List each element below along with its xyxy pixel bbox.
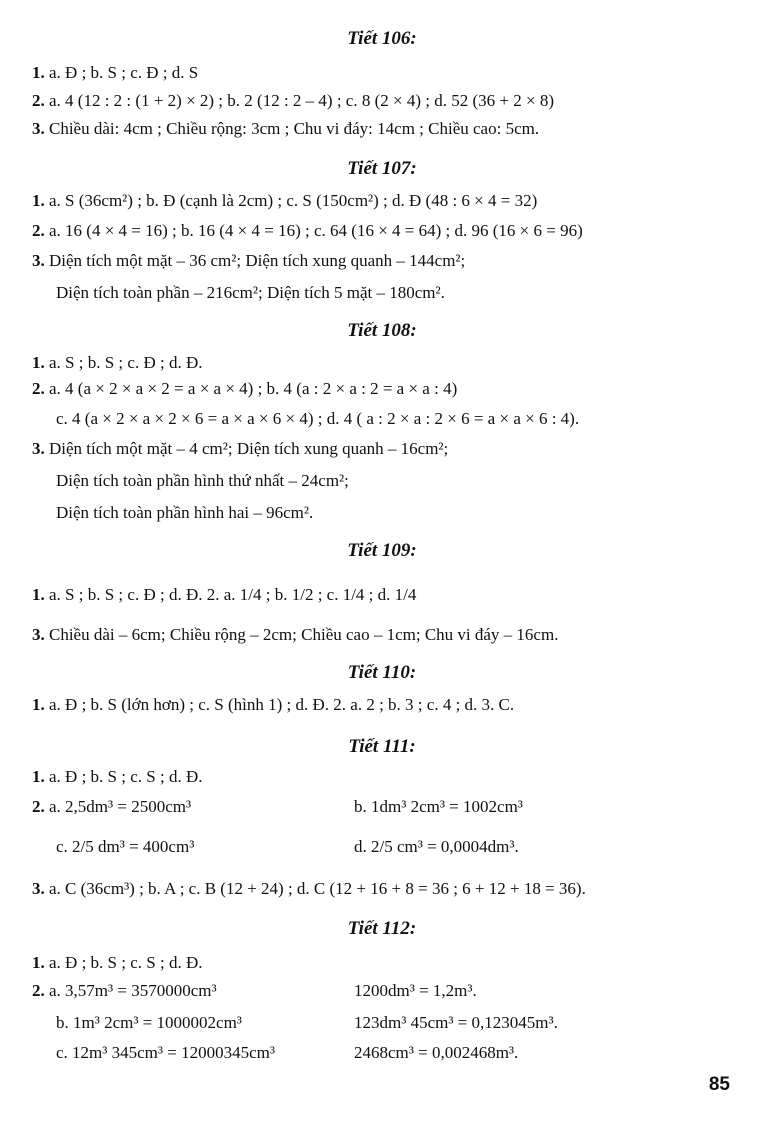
answer-line: 3. Chiều dài – 6cm; Chiều rộng – 2cm; Chiều cao – 1cm; Chu vi đáy – 16cm. (32, 625, 559, 644)
answer-line: Diện tích toàn phần – 216cm²; Diện tích 5 mặt – 180cm². (56, 283, 445, 302)
answer-line: 2. a. 4 (a × 2 × a × 2 = a × a × 4) ; b. 4 (a : 2 × a : 2 = a × a : 4) (32, 379, 458, 398)
answer-line: 1. a. S (36cm²) ; b. Đ (cạnh là 2cm) ; c. S (150cm²) ; d. Đ (48 : 6 × 4 = 32) (32, 191, 538, 210)
answer-line: 1200dm³ = 1,2m³. (354, 981, 477, 1000)
answer-line: c. 4 (a × 2 × a × 2 × 6 = a × a × 6 × 4) ; d. 4 ( a : 2 × a : 2 × 6 = a × a × 6 : 4). (56, 409, 580, 428)
answer-line: 1. a. Đ ; b. S ; c. Đ ; d. S (32, 63, 199, 82)
answer-line: Diện tích toàn phần hình hai – 96cm². (56, 503, 314, 522)
answer-line: 3. Diện tích một mặt – 36 cm²; Diện tích xung quanh – 144cm²; (32, 251, 466, 270)
answer-line: 1. a. S ; b. S ; c. Đ ; d. Đ. 2. a. 1/4 ; b. 1/2 ; c. 1/4 ; d. 1/4 (32, 585, 417, 604)
answer-line: 3. Chiều dài: 4cm ; Chiều rộng: 3cm ; Chu vi đáy: 14cm ; Chiều cao: 5cm. (32, 119, 540, 138)
section-title-110: Tiết 110: (347, 662, 417, 683)
answer-line: 1. a. S ; b. S ; c. Đ ; d. Đ. (32, 353, 203, 372)
answer-line: 3. a. C (36cm³) ; b. A ; c. B (12 + 24) ; d. C (12 + 16 + 8 = 36 ; 6 + 12 + 18 = 36). (32, 879, 586, 898)
answer-line: 2468cm³ = 0,002468m³. (354, 1043, 519, 1062)
section-title-112: Tiết 112: (347, 918, 417, 939)
answer-line: 123dm³ 45cm³ = 0,123045m³. (354, 1013, 558, 1032)
answer-line: Diện tích toàn phần hình thứ nhất – 24cm²; (56, 471, 349, 490)
answer-line: c. 2/5 dm³ = 400cm³ (56, 837, 195, 856)
answer-line: 1. a. Đ ; b. S ; c. S ; d. Đ. (32, 767, 203, 786)
answer-line: 2. a. 2,5dm³ = 2500cm³ (32, 797, 192, 816)
section-title-106: Tiết 106: (347, 28, 417, 49)
answer-line: 2. a. 3,57m³ = 3570000cm³ (32, 981, 217, 1000)
section-title-109: Tiết 109: (347, 540, 417, 561)
page-number: 85 (708, 1074, 730, 1095)
answer-line: c. 12m³ 345cm³ = 12000345cm³ (56, 1043, 275, 1062)
answer-line: 2. a. 4 (12 : 2 : (1 + 2) × 2) ; b. 2 (12 : 2 – 4) ; c. 8 (2 × 4) ; d. 52 (36 + 2 × 8) (32, 91, 554, 110)
answer-line: b. 1m³ 2cm³ = 1000002cm³ (56, 1013, 242, 1032)
answer-line: d. 2/5 cm³ = 0,0004dm³. (354, 837, 519, 856)
section-title-111: Tiết 111: (348, 736, 416, 757)
section-title-108: Tiết 108: (347, 320, 417, 341)
answer-line: 3. Diện tích một mặt – 4 cm²; Diện tích xung quanh – 16cm²; (32, 439, 449, 458)
answer-line: b. 1dm³ 2cm³ = 1002cm³ (354, 797, 523, 816)
answer-line: 2. a. 16 (4 × 4 = 16) ; b. 16 (4 × 4 = 16) ; c. 64 (16 × 4 = 64) ; d. 96 (16 × 6 = 96) (32, 221, 583, 240)
answer-line: 1. a. Đ ; b. S ; c. S ; d. Đ. (32, 953, 203, 972)
answer-line: 1. a. Đ ; b. S (lớn hơn) ; c. S (hình 1) ; d. Đ. 2. a. 2 ; b. 3 ; c. 4 ; d. 3. C. (32, 695, 515, 714)
section-title-107: Tiết 107: (347, 158, 417, 179)
